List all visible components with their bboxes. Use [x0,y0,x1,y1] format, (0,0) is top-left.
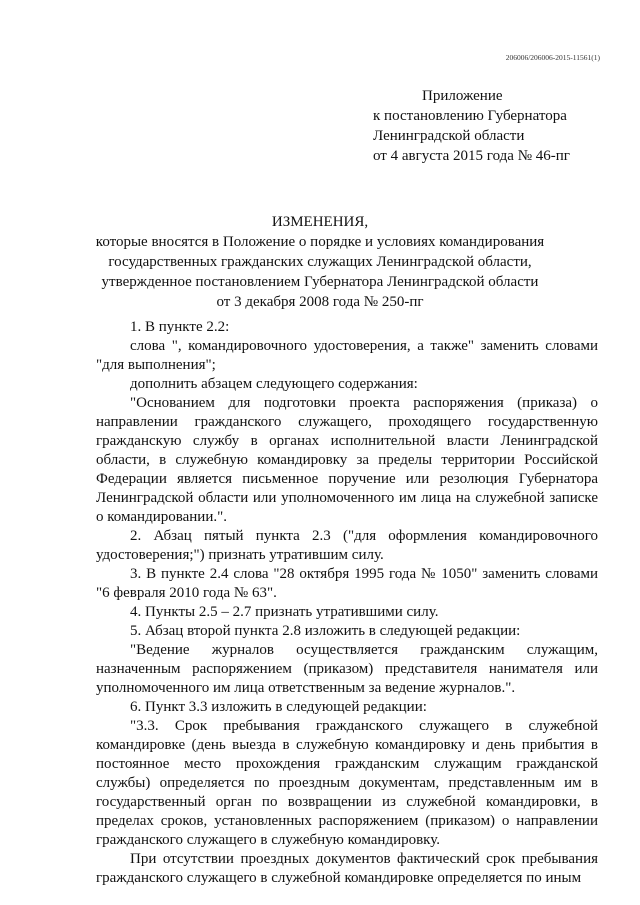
paragraph: 4. Пункты 2.5 – 2.7 признать утратившими силу. [130,604,439,620]
title-line: от 3 декабря 2008 года № 250-пг [216,294,424,310]
title-line: которые вносятся в Положение о порядке и условиях командирования [95,234,545,250]
document-stamp: 206006/206006-2015-11561(1) [505,53,600,62]
title-heading: ИЗМЕНЕНИЯ, [271,214,369,230]
document-title [0,212,640,312]
appendix-block [373,86,570,166]
document-body [96,318,598,888]
appendix-line: от 4 августа 2015 года № 46-пг [373,148,570,164]
paragraph: 6. Пункт 3.3 изложить в следующей редакции: [130,699,427,715]
paragraph: 3. В пункте 2.4 слова "28 октября 1995 года № 1050" заменить словами "6 февраля 2010 года № 63". [96,566,598,601]
appendix-line: Ленинградской области [373,128,525,144]
quoted-paragraph: "3.3. Срок пребывания гражданского служащего в служебной командировке (день выезда в служебную командировку и день прибытия в постоянное место прохождения гражданским служащим гражданской службы) определяется по проездным документам, представленным им в государственный орган по возвращении из служебной командировки, в пределах сроков, установленных распоряжением (приказом) о направлении гражданского служащего в служебную командировку. [96,718,598,848]
quoted-paragraph: "Основанием для подготовки проекта распоряжения (приказа) о направлении гражданского служащего, проходящего государственную гражданскую службу в органах исполнительной власти Ленинградской области, в служебную командировку за пределы территории Российской Федерации является письменное поручение или резолюция Губернатора Ленинградской области или уполномоченного им лица на служебной записке о командировании.". [96,395,598,525]
paragraph: 5. Абзац второй пункта 2.8 изложить в следующей редакции: [130,623,521,639]
paragraph: 1. В пункте 2.2: [130,319,230,335]
paragraph: дополнить абзацем следующего содержания: [130,376,418,392]
appendix-line: к постановлению Губернатора [373,108,567,124]
paragraph: При отсутствии проездных документов фактический срок пребывания гражданского служащего в служебной командировке определяется по иным [96,851,598,886]
appendix-line: Приложение [422,88,503,104]
paragraph: 2. Абзац пятый пункта 2.3 ("для оформления командировочного удостоверения;") признать утратившим силу. [96,528,598,563]
paragraph: слова ", командировочного удостоверения, а также" заменить словами "для выполнения"; [96,338,598,373]
title-line: утвержденное постановлением Губернатора Ленинградской области [101,274,539,290]
title-line: государственных гражданских служащих Ленинградской области, [108,254,532,270]
quoted-paragraph: "Ведение журналов осуществляется гражданским служащим, назначенным распоряжением (приказом) представителя нанимателя или уполномоченного им лица ответственным за ведение журналов.". [96,642,598,696]
